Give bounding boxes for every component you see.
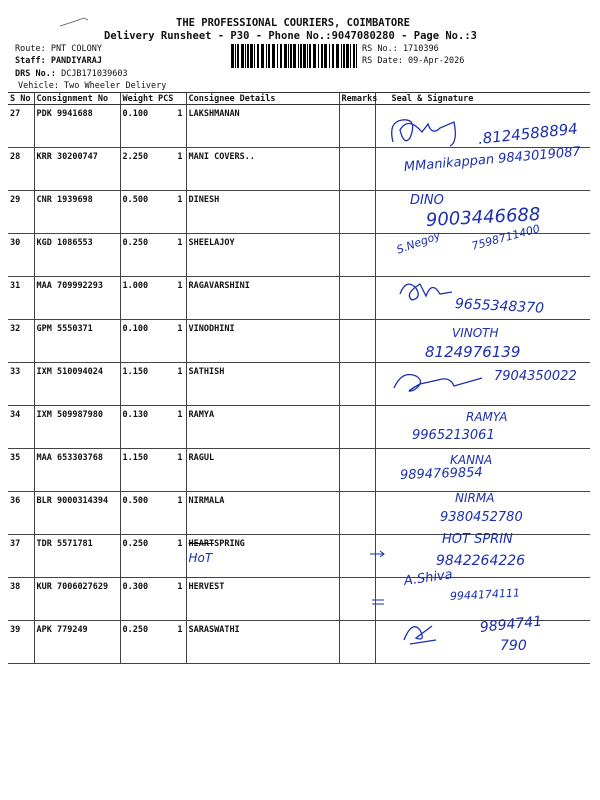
consignee-name: RAGAVARSHINI	[186, 277, 339, 320]
barcode-bar	[356, 44, 357, 68]
weight: 1.000	[120, 277, 156, 320]
consignment-number: GPM 5550371	[34, 320, 120, 363]
pieces: 1	[156, 406, 186, 449]
handwritten-r37-name: HOT SPRIN	[442, 532, 513, 547]
barcode-bar	[353, 44, 355, 68]
serial-number: 30	[8, 234, 34, 277]
drs-label: DRS No.:	[15, 69, 56, 79]
handwritten-r38-phone: 9944174111	[449, 586, 521, 603]
remarks-cell	[339, 449, 375, 492]
serial-number: 35	[8, 449, 34, 492]
col-remarks: Remarks	[339, 93, 375, 105]
weight: 0.500	[120, 492, 156, 535]
barcode-bar	[237, 44, 239, 68]
consignee-name: HERVEST	[186, 578, 339, 621]
col-seal: Seal & Signature	[375, 93, 590, 105]
col-pcs: PCS	[156, 93, 186, 105]
handwritten-r34-name: RAMYA	[466, 410, 508, 424]
weight: 1.150	[120, 449, 156, 492]
remarks-cell	[339, 320, 375, 363]
consignee-name: SARASWATHI	[186, 621, 339, 664]
handwritten-r30-name: S.Negoy	[394, 228, 443, 257]
barcode-bar	[288, 44, 289, 68]
serial-number: 28	[8, 148, 34, 191]
barcode-bar	[332, 44, 334, 68]
barcode-bar	[307, 44, 308, 68]
barcode-bar	[277, 44, 278, 68]
signature-scribble	[396, 610, 506, 650]
pieces: 1	[156, 234, 186, 277]
handwritten-r32-name: VINOTH	[452, 326, 499, 340]
barcode-bar	[321, 44, 323, 68]
col-consignment: Consignment No	[34, 93, 120, 105]
serial-number: 31	[8, 277, 34, 320]
consignee-name: MANI COVERS..	[186, 148, 339, 191]
barcode-bar	[341, 44, 342, 68]
col-weight: Weight	[120, 93, 156, 105]
consignment-number: MAA 653303768	[34, 449, 120, 492]
barcode-bar	[284, 44, 287, 68]
barcode-bar	[303, 44, 306, 68]
handwritten-r29-phone: 9003446688	[425, 204, 541, 231]
pen-scribble	[58, 12, 98, 32]
barcode-bar	[318, 44, 319, 68]
struck-text: HEART	[188, 539, 215, 549]
handwritten-r35-name: KANNA	[450, 453, 493, 467]
handwritten-r27: .8124588894	[477, 119, 579, 148]
barcode-bar	[309, 44, 311, 68]
vehicle-label: Vehicle: Two Wheeler Delivery	[18, 81, 167, 91]
serial-number: 32	[8, 320, 34, 363]
consignee-name: LAKSHMANAN	[186, 105, 339, 148]
consignment-number: PDK 9941688	[34, 105, 120, 148]
weight: 0.300	[120, 578, 156, 621]
barcode-bar	[329, 44, 330, 68]
consignee-name: VINODHINI	[186, 320, 339, 363]
barcode-bar	[290, 44, 292, 68]
consignee-name: RAMYA	[186, 406, 339, 449]
serial-number: 33	[8, 363, 34, 406]
serial-number: 39	[8, 621, 34, 664]
handwritten-r29-name: DINO	[410, 193, 444, 208]
barcode-bar	[261, 44, 264, 68]
consignment-number: KGD 1086553	[34, 234, 120, 277]
consignment-number: BLR 9000314394	[34, 492, 120, 535]
barcode-bar	[272, 44, 275, 68]
remarks-cell	[339, 277, 375, 320]
barcode-bar	[313, 44, 316, 68]
table-row	[8, 449, 590, 492]
consignee-name-rest: SPRING	[214, 539, 245, 549]
consignee-name: RAGUL	[186, 449, 339, 492]
barcode-bar	[247, 44, 249, 68]
barcode	[231, 44, 357, 68]
route-label: Route: PNT COLONY	[15, 44, 102, 54]
barcode-bar	[343, 44, 345, 68]
consignment-number: MAA 709992293	[34, 277, 120, 320]
handwritten-r33-phone: 7904350022	[494, 369, 577, 384]
weight: 1.150	[120, 363, 156, 406]
rs-number: RS No.: 1710396	[362, 44, 439, 54]
consignment-number: CNR 1939698	[34, 191, 120, 234]
remarks-cell	[339, 406, 375, 449]
barcode-bar	[231, 44, 234, 68]
barcode-bar	[266, 44, 267, 68]
barcode-bar	[336, 44, 339, 68]
barcode-bar	[268, 44, 270, 68]
drs-number	[15, 69, 128, 79]
staff-label: Staff: PANDIYARAJ	[15, 56, 102, 66]
consignment-number: IXM 509987980	[34, 406, 120, 449]
signature-scribble	[388, 112, 498, 152]
remark-mark	[368, 548, 388, 560]
consignee-name: SHEELAJOY	[186, 234, 339, 277]
rs-date: RS Date: 09-Apr-2026	[362, 56, 465, 66]
barcode-bar	[350, 44, 351, 68]
handwritten-r34-phone: 9965213061	[412, 428, 495, 443]
handwritten-r28: MManikappan 9843019087	[403, 144, 582, 175]
remarks-cell	[339, 148, 375, 191]
remarks-cell	[339, 621, 375, 664]
consignment-number: IXM 510094024	[34, 363, 120, 406]
pieces: 1	[156, 320, 186, 363]
consignment-number: KRR 30200747	[34, 148, 120, 191]
consignee-name: SATHISH	[186, 363, 339, 406]
pieces: 1	[156, 492, 186, 535]
signature-scribble	[390, 366, 500, 406]
consignment-number: KUR 7006027629	[34, 578, 120, 621]
remarks-cell	[339, 234, 375, 277]
pieces: 1	[156, 277, 186, 320]
table-header-row	[8, 93, 590, 105]
consignee-name: DINESH	[186, 191, 339, 234]
remark-mark	[370, 596, 390, 608]
company-title: THE PROFESSIONAL COURIERS, COIMBATORE	[176, 17, 410, 29]
serial-number: 37	[8, 535, 34, 578]
col-sno: S No	[8, 93, 34, 105]
handwritten-r35-phone: 9894769854	[399, 465, 483, 483]
barcode-bar	[254, 44, 255, 68]
barcode-bar	[235, 44, 236, 68]
serial-number: 36	[8, 492, 34, 535]
pieces: 1	[156, 105, 186, 148]
pieces: 1	[156, 578, 186, 621]
pieces: 1	[156, 148, 186, 191]
handwritten-r36-name: NIRMA	[455, 491, 495, 505]
serial-number: 27	[8, 105, 34, 148]
barcode-bar	[241, 44, 244, 68]
serial-number: 34	[8, 406, 34, 449]
barcode-bar	[250, 44, 253, 68]
remarks-cell	[339, 363, 375, 406]
handwritten-r39-phone2: 790	[500, 638, 527, 654]
barcode-bar	[257, 44, 259, 68]
signature-scribble	[396, 274, 506, 314]
runsheet-subtitle: Delivery Runsheet - P30 - Phone No.:9047080280 - Page No.:3	[104, 30, 477, 42]
handwritten-r31-phone: 9655348370	[454, 296, 545, 317]
weight: 0.250	[120, 535, 156, 578]
remarks-cell	[339, 191, 375, 234]
remarks-cell	[339, 492, 375, 535]
handwritten-r38-name: A.Shiva	[402, 567, 454, 589]
weight: 0.130	[120, 406, 156, 449]
barcode-bar	[300, 44, 302, 68]
barcode-bar	[346, 44, 349, 68]
barcode-bar	[280, 44, 282, 68]
pieces: 1	[156, 191, 186, 234]
remarks-cell	[339, 105, 375, 148]
weight: 0.100	[120, 105, 156, 148]
barcode-bar	[298, 44, 299, 68]
name-correction: HoT	[188, 551, 213, 565]
handwritten-r39-phone1: 9894741	[479, 613, 543, 636]
handwritten-r36-phone: 9380452780	[440, 510, 523, 525]
pieces: 1	[156, 363, 186, 406]
drs-value: DCJB171039603	[61, 69, 128, 79]
col-details: Consignee Details	[186, 93, 339, 105]
pieces: 1	[156, 535, 186, 578]
handwritten-r32-phone: 8124976139	[425, 343, 521, 361]
barcode-bar	[245, 44, 246, 68]
weight: 0.500	[120, 191, 156, 234]
serial-number: 38	[8, 578, 34, 621]
weight: 0.250	[120, 621, 156, 664]
barcode-bar	[293, 44, 296, 68]
consignment-number: TDR 5571781	[34, 535, 120, 578]
consignee-name: NIRMALA	[186, 492, 339, 535]
handwritten-r37-phone: 9842264226	[436, 553, 526, 569]
consignee-name	[186, 535, 339, 578]
weight: 0.250	[120, 234, 156, 277]
consignment-number: APK 779249	[34, 621, 120, 664]
weight: 2.250	[120, 148, 156, 191]
barcode-bar	[324, 44, 327, 68]
pieces: 1	[156, 449, 186, 492]
pieces: 1	[156, 621, 186, 664]
serial-number: 29	[8, 191, 34, 234]
handwritten-r30-phone: 7598711400	[470, 222, 542, 253]
weight: 0.100	[120, 320, 156, 363]
